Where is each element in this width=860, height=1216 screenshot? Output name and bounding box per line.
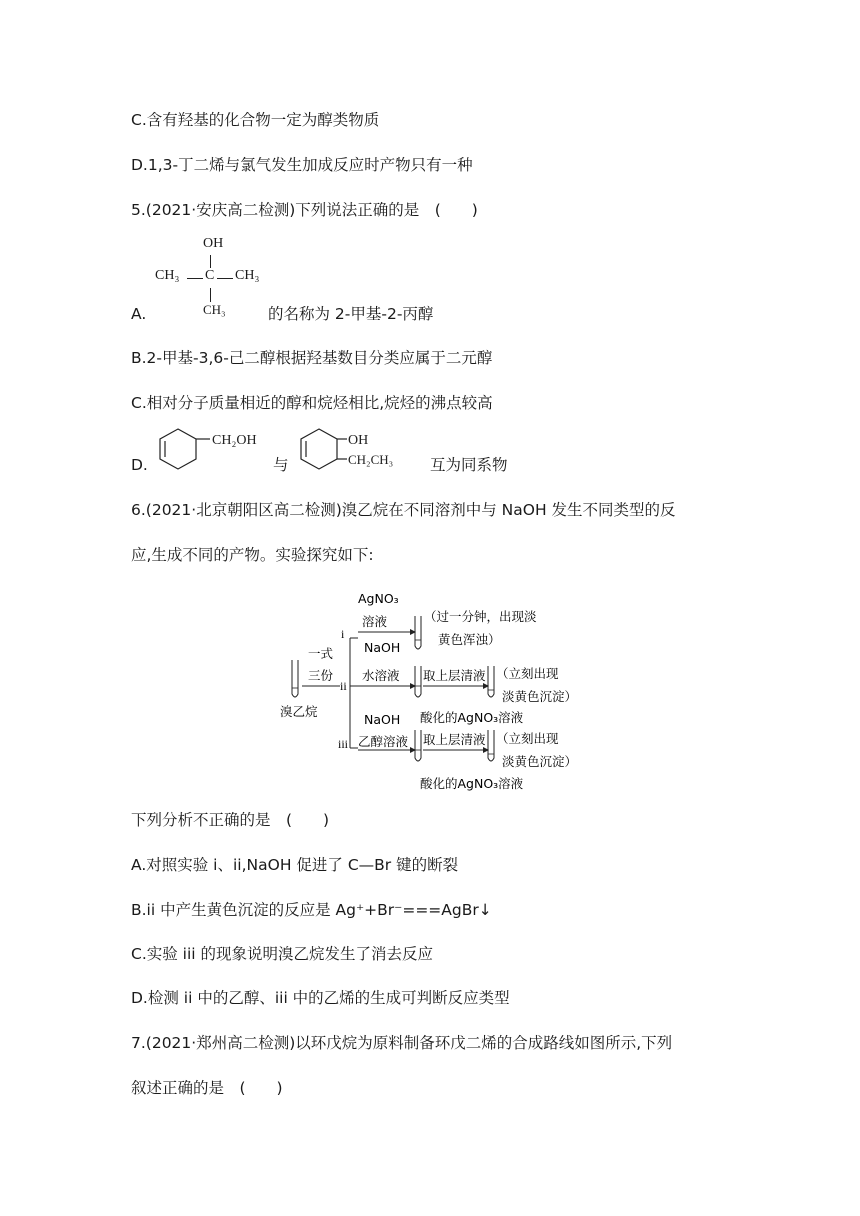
branch-iii-label: iii	[338, 737, 349, 751]
i-observation-1: （过一分钟，出现淡	[424, 609, 537, 624]
start-test-tube	[292, 660, 298, 697]
iii-reagent-bottom: 乙醇溶液	[358, 734, 409, 749]
iii-observation-1: （立刻出现	[496, 731, 559, 746]
option-5d-and: 与	[273, 456, 289, 474]
option-5d-text: 互为同系物	[430, 456, 508, 474]
start-label: 溴乙烷	[280, 704, 318, 719]
option-6c: C.实验 iii 的现象说明溴乙烷发生了消去反应	[131, 945, 434, 963]
i-test-tube	[415, 616, 421, 649]
molecule-a-right: CH₃	[235, 268, 260, 283]
question-5-stem: 5.(2021·安庆高二检测)下列说法正确的是 ( )	[131, 201, 478, 219]
branch-ii-label: ii	[340, 679, 347, 693]
molecule-a-structure	[155, 236, 265, 322]
experiment-diagram	[278, 588, 588, 796]
iii-reagent-top: NaOH	[364, 712, 401, 727]
ii-observation-2: 淡黄色沉淀）	[502, 689, 578, 704]
option-5d-label: D.	[131, 456, 148, 474]
molecule-a-left: CH₃	[155, 268, 180, 283]
iii-test-tube-2	[488, 730, 494, 761]
i-reagent-bottom: 溶液	[362, 614, 388, 629]
ii-reagent-bottom: 水溶液	[362, 668, 400, 683]
question-7-line-2: 叙述正确的是 ( )	[131, 1079, 283, 1097]
benzyl-substituent: CH₂OH	[212, 433, 257, 448]
ethylphenol-oh: OH	[348, 433, 369, 448]
iii-observation-2: 淡黄色沉淀）	[502, 754, 578, 769]
ii-test-tube-2	[488, 666, 494, 697]
branch-i-label: i	[341, 627, 345, 641]
ethylphenol-structure	[295, 426, 425, 476]
question-6-line-2: 应,生成不同的产物。实验探究如下:	[131, 546, 374, 564]
ii-step: 取上层清液	[423, 668, 486, 683]
split-label-top: 一式	[308, 646, 334, 661]
option-5b: B.2-甲基-3,6-己二醇根据羟基数目分类应属于二元醇	[131, 349, 493, 367]
option-5a-label: A.	[131, 305, 147, 323]
molecule-a-center: C	[205, 268, 215, 283]
question-7-line-1: 7.(2021·郑州高二检测)以环戊烷为原料制备环戊二烯的合成路线如图所示,下列	[131, 1034, 673, 1052]
ii-reagent-top: NaOH	[364, 640, 401, 655]
iii-added-reagent: 酸化的AgNO₃溶液	[420, 776, 524, 791]
i-reagent-top: AgNO₃	[358, 591, 399, 606]
option-5a-text: 的名称为 2-甲基-2-丙醇	[268, 305, 434, 323]
molecule-a-bond-right	[217, 278, 233, 279]
iii-step: 取上层清液	[423, 732, 486, 747]
option-4c: C.含有羟基的化合物一定为醇类物质	[131, 111, 380, 129]
molecule-a-oh: OH	[203, 236, 224, 251]
ii-added-reagent: 酸化的AgNO₃溶液	[420, 710, 524, 725]
option-6d: D.检测 ii 中的乙醇、iii 中的乙烯的生成可判断反应类型	[131, 989, 510, 1007]
ethylphenol-ethyl: CH₂CH₃	[348, 452, 394, 467]
iii-test-tube-1	[415, 730, 421, 761]
option-4d: D.1,3-丁二烯与氯气发生加成反应时产物只有一种	[131, 156, 473, 174]
question-6-line-1: 6.(2021·北京朝阳区高二检测)溴乙烷在不同溶剂中与 NaOH 发生不同类型的反	[131, 501, 676, 519]
ii-test-tube-1	[415, 666, 421, 697]
molecule-a-bond-left	[187, 278, 203, 279]
benzyl-alcohol-structure	[150, 426, 270, 476]
molecule-a-bottom: CH₃	[203, 302, 226, 317]
ii-observation-1: （立刻出现	[496, 666, 559, 681]
split-label-bottom: 三份	[308, 668, 334, 683]
option-6a: A.对照实验 i、ii,NaOH 促进了 C—Br 键的断裂	[131, 856, 459, 874]
molecule-a-bond-bottom	[210, 288, 211, 302]
question-6-ask: 下列分析不正确的是 ( )	[131, 811, 330, 829]
option-6b: B.ii 中产生黄色沉淀的反应是 Ag⁺+Br⁻===AgBr↓	[131, 901, 492, 919]
molecule-a-bond-top	[210, 255, 211, 268]
i-observation-2: 黄色浑浊）	[438, 632, 501, 647]
option-5c: C.相对分子质量相近的醇和烷烃相比,烷烃的沸点较高	[131, 394, 493, 412]
